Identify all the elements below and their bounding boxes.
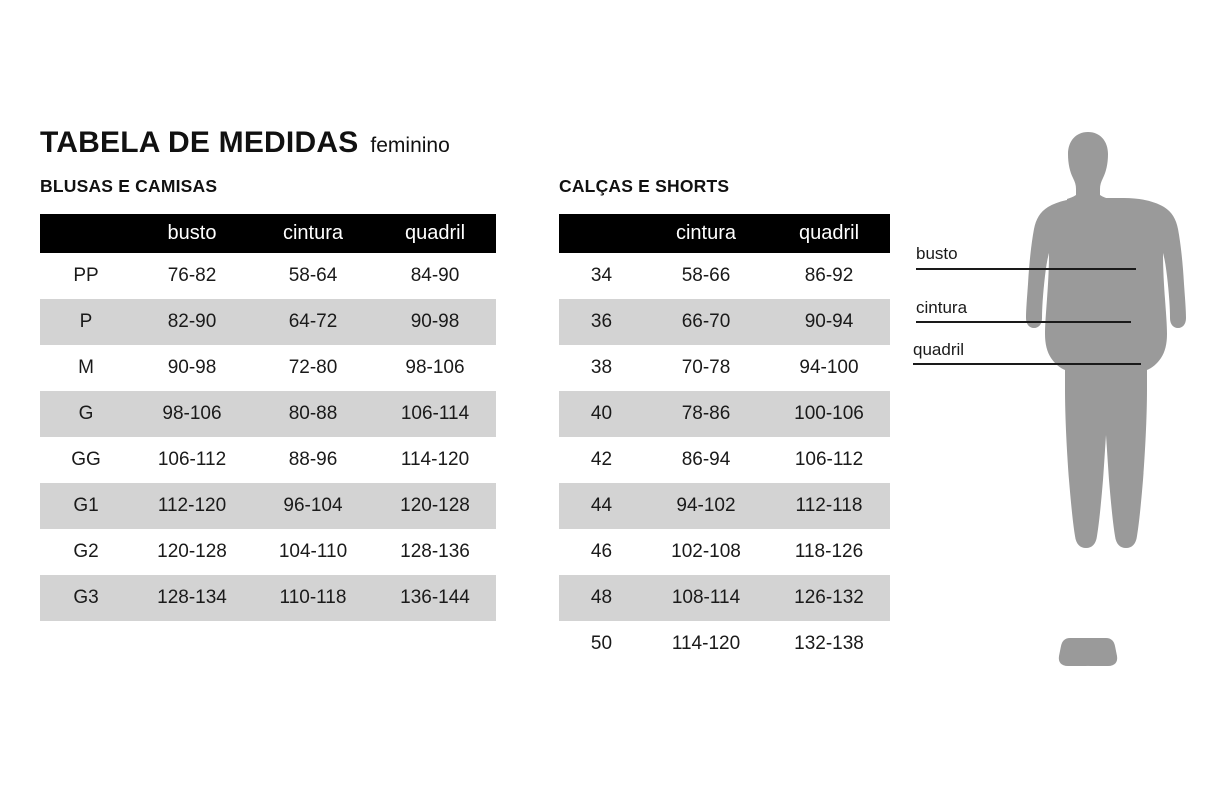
cell-quadril: 94-100 [768, 345, 890, 391]
cell-busto: 76-82 [132, 253, 252, 299]
section-heading-bottoms: CALÇAS E SHORTS [559, 176, 730, 196]
cell-size: G3 [40, 575, 132, 621]
cell-size: 40 [559, 391, 644, 437]
cell-cintura: 70-78 [644, 345, 768, 391]
cell-cintura: 96-104 [252, 483, 374, 529]
table-row [559, 621, 890, 667]
cell-cintura: 58-64 [252, 253, 374, 299]
cell-busto: 82-90 [132, 299, 252, 345]
size-table-tops [40, 214, 496, 621]
cell-quadril: 90-98 [374, 299, 496, 345]
page-title-sub: feminino [370, 134, 450, 157]
female-body-figure [900, 118, 1200, 678]
page-title-main: TABELA DE MEDIDAS [40, 126, 359, 159]
table-row [40, 345, 496, 391]
cell-size: P [40, 299, 132, 345]
table-row [559, 437, 890, 483]
cell-cintura: 80-88 [252, 391, 374, 437]
table-row [559, 483, 890, 529]
table-row [559, 253, 890, 299]
cell-cintura: 108-114 [644, 575, 768, 621]
cell-quadril: 114-120 [374, 437, 496, 483]
cell-quadril: 128-136 [374, 529, 496, 575]
cell-size: 42 [559, 437, 644, 483]
column-header-quadril: quadril [768, 214, 890, 253]
cell-cintura: 58-66 [644, 253, 768, 299]
cell-size: 44 [559, 483, 644, 529]
cell-size: 48 [559, 575, 644, 621]
size-table-bottoms [559, 214, 890, 667]
cell-size: G2 [40, 529, 132, 575]
page-title [40, 126, 450, 160]
cell-quadril: 90-94 [768, 299, 890, 345]
cell-quadril: 106-114 [374, 391, 496, 437]
cell-size: G [40, 391, 132, 437]
cell-size: GG [40, 437, 132, 483]
table-row [40, 253, 496, 299]
cell-quadril: 100-106 [768, 391, 890, 437]
cell-cintura: 66-70 [644, 299, 768, 345]
cell-busto: 128-134 [132, 575, 252, 621]
measure-label-quadril: quadril [913, 340, 965, 359]
table-row [40, 437, 496, 483]
cell-busto: 112-120 [132, 483, 252, 529]
section-heading-tops: BLUSAS E CAMISAS [40, 176, 218, 196]
table-row [559, 529, 890, 575]
cell-quadril: 112-118 [768, 483, 890, 529]
cell-quadril: 136-144 [374, 575, 496, 621]
column-header-cintura: cintura [252, 214, 374, 253]
table-header-row [40, 214, 496, 253]
table-row [40, 483, 496, 529]
cell-cintura: 94-102 [644, 483, 768, 529]
cell-busto: 106-112 [132, 437, 252, 483]
table-row [559, 345, 890, 391]
cell-busto: 120-128 [132, 529, 252, 575]
measure-label-cintura: cintura [916, 298, 968, 317]
measure-label-busto: busto [916, 244, 958, 263]
measure-line-busto [916, 268, 1136, 270]
column-header-cintura: cintura [644, 214, 768, 253]
column-header-size [40, 214, 132, 253]
cell-cintura: 86-94 [644, 437, 768, 483]
cell-quadril: 132-138 [768, 621, 890, 667]
cell-size: M [40, 345, 132, 391]
cell-cintura: 110-118 [252, 575, 374, 621]
cell-cintura: 72-80 [252, 345, 374, 391]
table-row [559, 391, 890, 437]
cell-busto: 90-98 [132, 345, 252, 391]
cell-size: G1 [40, 483, 132, 529]
body-silhouette-icon [900, 118, 1200, 678]
cell-quadril: 120-128 [374, 483, 496, 529]
cell-cintura: 114-120 [644, 621, 768, 667]
column-header-size [559, 214, 644, 253]
table-row [40, 299, 496, 345]
cell-cintura: 102-108 [644, 529, 768, 575]
cell-cintura: 104-110 [252, 529, 374, 575]
table-row [40, 575, 496, 621]
table-row [559, 575, 890, 621]
cell-quadril: 126-132 [768, 575, 890, 621]
cell-quadril: 86-92 [768, 253, 890, 299]
cell-quadril: 106-112 [768, 437, 890, 483]
table-header-bottoms [559, 214, 890, 253]
column-header-busto: busto [132, 214, 252, 253]
cell-size: PP [40, 253, 132, 299]
cell-cintura: 88-96 [252, 437, 374, 483]
cell-size: 46 [559, 529, 644, 575]
cell-size: 34 [559, 253, 644, 299]
cell-cintura: 78-86 [644, 391, 768, 437]
table-header-tops [40, 214, 496, 253]
cell-quadril: 84-90 [374, 253, 496, 299]
cell-quadril: 98-106 [374, 345, 496, 391]
table-row [40, 529, 496, 575]
table-body-bottoms [559, 253, 890, 667]
cell-busto: 98-106 [132, 391, 252, 437]
cell-size: 38 [559, 345, 644, 391]
table-body-tops [40, 253, 496, 621]
table-header-row [559, 214, 890, 253]
cell-quadril: 118-126 [768, 529, 890, 575]
cell-size: 36 [559, 299, 644, 345]
cell-cintura: 64-72 [252, 299, 374, 345]
table-row [40, 391, 496, 437]
column-header-quadril: quadril [374, 214, 496, 253]
measure-line-quadril [913, 363, 1141, 365]
cell-size: 50 [559, 621, 644, 667]
measure-line-cintura [916, 321, 1131, 323]
table-row [559, 299, 890, 345]
